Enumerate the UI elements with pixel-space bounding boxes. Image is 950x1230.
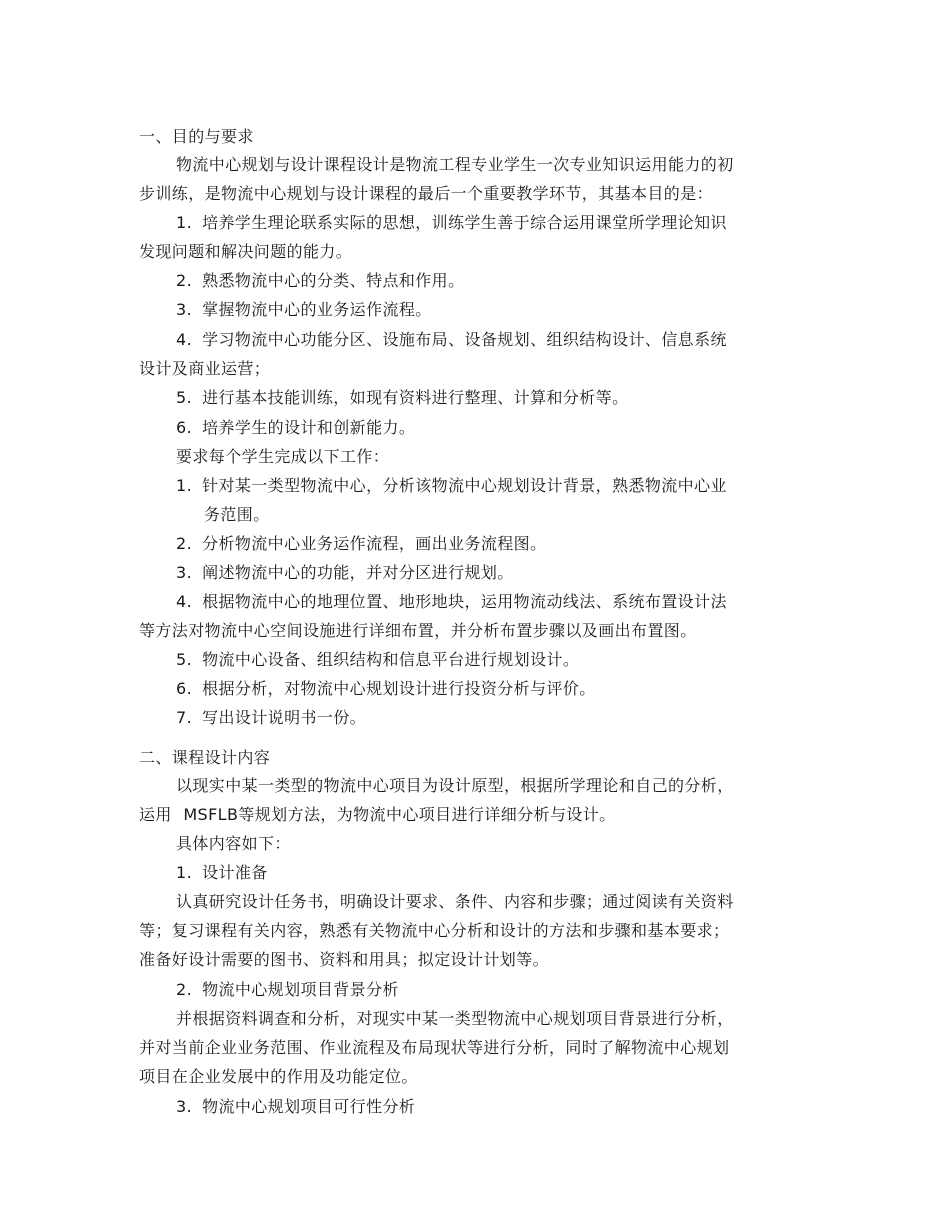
goal-item-1: [176, 213, 727, 233]
content-item-3-title: [176, 1097, 415, 1117]
goal-item-4: [176, 330, 727, 350]
content-number: 3.: [176, 1097, 193, 1116]
requirement-text: 写出设计说明书一份。: [202, 708, 367, 727]
requirement-text: 针对某一类型物流中心，分析该物流中心规划设计背景，熟悉物流中心业: [202, 476, 727, 495]
requirement-number: 6.: [176, 679, 193, 698]
section1-intro-line1: 物流中心规划与设计课程设计是物流工程专业学生一次专业知识运用能力的初: [176, 155, 734, 174]
goal-item-5: [176, 388, 628, 408]
requirement-text: 阐述物流中心的功能，并对分区进行规划。: [202, 563, 514, 582]
section2-heading: 二、课程设计内容: [139, 748, 271, 767]
requirement-number: 2.: [176, 534, 193, 553]
requirement-text: 根据物流中心的地理位置、地形地块，运用物流动线法、系统布置设计法: [202, 592, 727, 611]
content-item-1-para-line2: 等；复习课程有关内容，熟悉有关物流中心分析和设计的方法和步骤和基本要求；: [139, 921, 730, 940]
content-title: 物流中心规划项目可行性分析: [202, 1097, 416, 1116]
requirement-item-3: [176, 563, 514, 583]
requirement-text: 分析物流中心业务运作流程，画出业务流程图。: [202, 534, 547, 553]
requirement-item-1-continued: 务范围。: [204, 505, 270, 524]
requirement-item-1: [176, 476, 727, 496]
goal-text: 掌握物流中心的业务运作流程。: [202, 300, 432, 319]
intro-text-start: 运用: [139, 805, 172, 824]
content-number: 2.: [176, 980, 193, 999]
goal-number: 2.: [176, 271, 193, 290]
goal-number: 6.: [176, 418, 193, 437]
content-item-2-para-line2: 并对当前企业业务范围、作业流程及布局现状等进行分析，同时了解物流中心规划: [139, 1038, 730, 1057]
goal-number: 4.: [176, 330, 193, 349]
content-item-1-para-line3: 准备好设计需要的图书、资料和用具；拟定设计计划等。: [139, 950, 550, 969]
content-number: 1.: [176, 863, 193, 882]
requirement-item-7: [176, 708, 366, 728]
goal-number: 1.: [176, 213, 193, 232]
goal-number: 3.: [176, 300, 193, 319]
requirement-number: 3.: [176, 563, 193, 582]
requirement-number: 7.: [176, 708, 193, 727]
requirement-text: 根据分析，对物流中心规划设计进行投资分析与评价。: [202, 679, 596, 698]
requirement-number: 4.: [176, 592, 193, 611]
goal-item-1-continued: 发现问题和解决问题的能力。: [139, 242, 353, 261]
requirement-item-5: [176, 650, 579, 670]
goal-text: 熟悉物流中心的分类、特点和作用。: [202, 271, 465, 290]
section2-intro-line1: 以现实中某一类型的物流中心项目为设计原型，根据所学理论和自己的分析，: [176, 776, 734, 795]
goal-text: 培养学生理论联系实际的思想，训练学生善于综合运用课堂所学理论知识: [202, 213, 727, 232]
goal-text: 进行基本技能训练，如现有资料进行整理、计算和分析等。: [202, 388, 629, 407]
section1-intro-line2: 步训练，是物流中心规划与设计课程的最后一个重要教学环节，其基本目的是：: [139, 184, 714, 203]
requirement-item-6: [176, 679, 596, 699]
content-item-2-title: [176, 980, 399, 1000]
requirement-text: 物流中心设备、组织结构和信息平台进行规划设计。: [202, 650, 580, 669]
section1-heading: 一、目的与要求: [139, 127, 254, 146]
content-intro: 具体内容如下：: [176, 834, 291, 853]
content-title: 设计准备: [202, 863, 268, 882]
method-abbreviation: MSFLB: [183, 805, 239, 824]
goal-item-2: [176, 271, 464, 291]
content-title: 物流中心规划项目背景分析: [202, 980, 399, 999]
requirements-intro: 要求每个学生完成以下工作：: [176, 447, 390, 466]
content-item-2-para-line1: 并根据资料调查和分析，对现实中某一类型物流中心规划项目背景进行分析，: [176, 1009, 734, 1028]
requirement-item-4-continued: 等方法对物流中心空间设施进行详细布置，并分析布置步骤以及画出布置图。: [139, 621, 697, 640]
section2-intro-line2: [139, 805, 616, 825]
content-item-1-title: [176, 863, 268, 883]
goal-item-6: [176, 418, 415, 438]
requirement-number: 5.: [176, 650, 193, 669]
content-item-2-para-line3: 项目在企业发展中的作用及功能定位。: [139, 1067, 418, 1086]
requirement-number: 1.: [176, 476, 193, 495]
content-item-1-para-line1: 认真研究设计任务书，明确设计要求、条件、内容和步骤；通过阅读有关资料: [176, 892, 734, 911]
requirement-item-2: [176, 534, 546, 554]
goal-item-4-continued: 设计及商业运营；: [139, 359, 271, 378]
goal-number: 5.: [176, 388, 193, 407]
goal-item-3: [176, 300, 432, 320]
goal-text: 学习物流中心功能分区、设施布局、设备规划、组织结构设计、信息系统: [202, 330, 727, 349]
goal-text: 培养学生的设计和创新能力。: [202, 418, 416, 437]
intro-text-end: 等规划方法，为物流中心项目进行详细分析与设计。: [238, 805, 616, 824]
requirement-item-4: [176, 592, 727, 612]
